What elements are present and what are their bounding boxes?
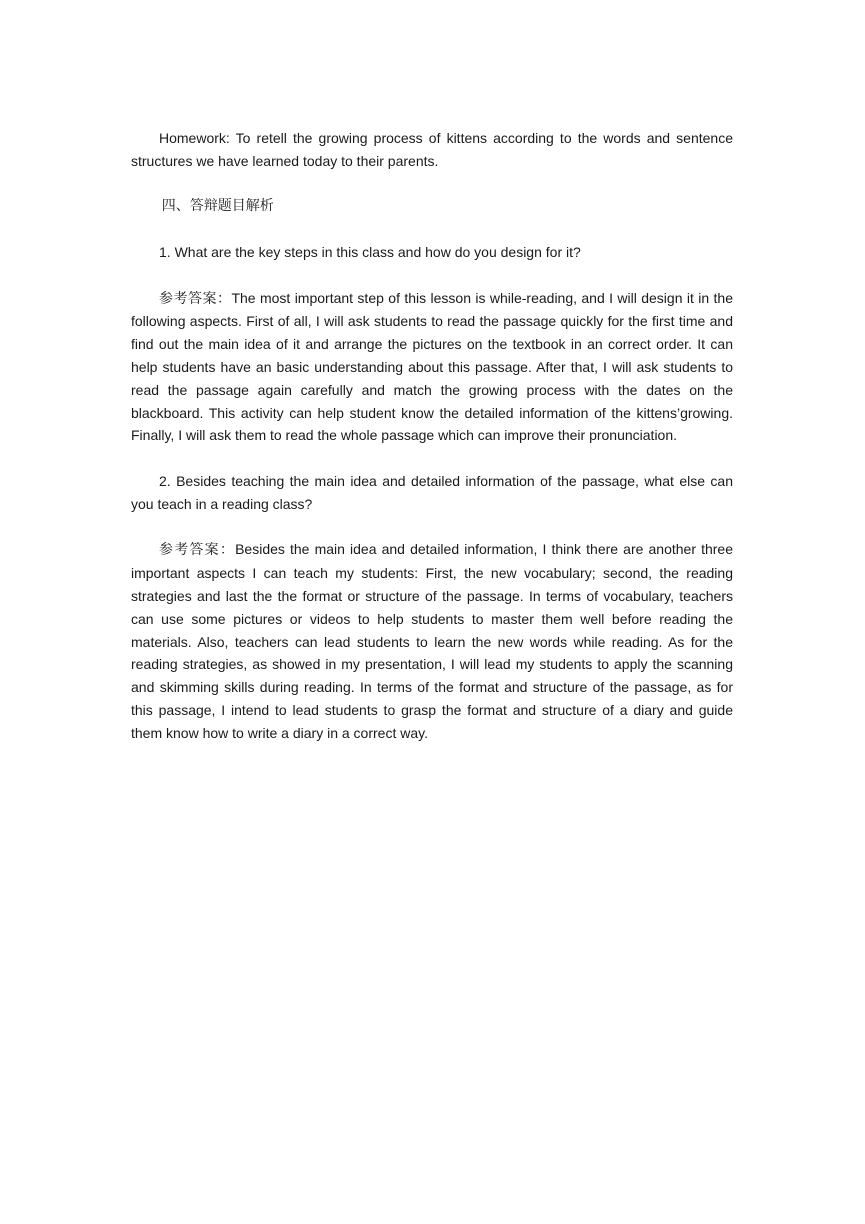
spacer <box>131 516 733 539</box>
spacer <box>131 173 733 196</box>
answer-2-label: 参考答案： <box>159 542 236 559</box>
section-heading: 四、答辩题目解析 <box>161 198 274 215</box>
question-1: 1. What are the key steps in this class and how do you design for it? <box>159 243 581 260</box>
document-page <box>131 127 733 745</box>
spacer <box>131 218 733 241</box>
answer-1-text: The most important step of this lesson is while-reading, and I will design it in the following aspects. First of all, I will ask students to read the passage quickly for the first time and find out the main idea of it and arrange the pictures on the textbook in an correct order. It can help students have an basic understanding about this passage. After that, I will ask students to read the passage again carefully and match the growing process with the dates on the blackboard. This activity can help student know the detailed information of the kittens’growing. Finally, I will ask them to read the whole passage which can improve their pronunciation. <box>131 289 733 444</box>
question-2: 2. Besides teaching the main idea and detailed information of the passage, what else can you teach in a reading class? <box>131 472 733 512</box>
spacer <box>131 264 733 287</box>
spacer <box>131 447 733 470</box>
answer-2-text: Besides the main idea and detailed information, I think there are another three important aspects I can teach my students: First, the new vocabulary; second, the reading strategies and last the the format or structure of the passage. In terms of vocabulary, teachers can use some pictures or videos to help students to master them well before reading the materials. Also, teachers can lead students to learn the new words while reading. As for the reading strategies, as showed in my presentation, I will lead my students to apply the scanning and skimming skills during reading. In terms of the format and structure of the passage, as for this passage, I intend to lead students to grasp the format and structure of a diary and guide them know how to write a diary in a correct way. <box>131 541 733 741</box>
answer-1-paragraph <box>131 287 733 448</box>
answer-1-label: 参考答案： <box>159 290 232 307</box>
answer-2-paragraph <box>131 538 733 744</box>
homework-paragraph: Homework: To retell the growing process of kittens according to the words and sentence structures we have learned today to their parents. <box>131 130 733 169</box>
